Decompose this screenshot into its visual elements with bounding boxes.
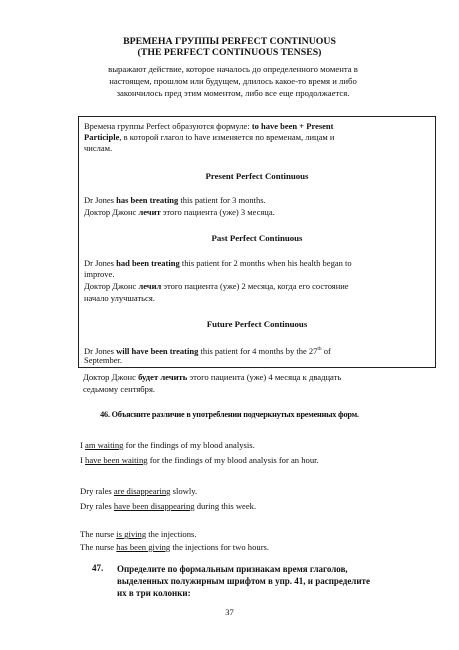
example-ru: начало улучшаться.: [84, 293, 155, 303]
section-heading-future: Future Perfect Continuous: [206, 319, 308, 329]
example-en: September.: [84, 355, 123, 365]
rule-box: [78, 116, 436, 368]
example-sentence: Dry rales are disappearing slowly.: [80, 486, 198, 496]
example-ru: Доктор Джонс лечит этого пациента (уже) 3 месяца.: [84, 207, 275, 217]
example-en: improve.: [84, 269, 115, 279]
example-ru: Доктор Джонс будет лечить этого пациента (уже) 4 месяца к двадцать: [83, 372, 342, 382]
task-47-line: Определите по формальным признакам время глаголов,: [117, 564, 348, 574]
intro-line: настоящем, прошлом или будущем, длилось какое-то время и либо: [109, 76, 357, 86]
example-sentence: Dry rales have been disappearing during this week.: [80, 501, 257, 511]
example-ru: седьмому сентября.: [83, 384, 156, 394]
section-heading-present: Present Perfect Continuous: [205, 171, 309, 181]
formula-line: числам.: [84, 143, 113, 153]
section-heading-past: Past Perfect Continuous: [211, 233, 303, 243]
page-subtitle: (THE PERFECT CONTINUOUS TENSES): [137, 47, 322, 58]
intro-line: закончилось пред этим моментом, либо все еще продолжается.: [116, 88, 350, 98]
page-title: ВРЕМЕНА ГРУППЫ PERFECT CONTINUOUS: [123, 36, 336, 47]
formula-line: Времена группы Perfect образуются формуле: to have been + Present: [84, 121, 334, 131]
example-en: Dr Jones will have been treating this patient for 4 months by the 27th of: [84, 345, 331, 356]
intro-line: выражают действие, которое началось до определенного момента в: [108, 64, 358, 74]
task-47-line: их в три колонки:: [117, 588, 191, 598]
example-sentence: I have been waiting for the findings of my blood analysis for an hour.: [80, 455, 319, 465]
formula-line: Participle, в которой глагол to have изменяется по временам, лицам и: [84, 132, 335, 142]
task-47-number: 47.: [92, 563, 104, 573]
page-number: 37: [225, 607, 234, 617]
example-ru: Доктор Джонс лечил этого пациента (уже) 2 месяца, когда его состояние: [84, 281, 349, 291]
task-46-heading: 46. Объясните различие в употреблении подчеркнутых временных форм.: [100, 410, 359, 419]
example-en: Dr Jones had been treating this patient for 2 months when his health began to: [84, 258, 352, 268]
example-sentence: The nurse is giving the injections.: [80, 529, 197, 539]
task-47-line: выделенных полужирным шрифтом в упр. 41, и распределите: [117, 576, 370, 586]
example-sentence: The nurse has been giving the injections for two hours.: [80, 542, 270, 552]
example-en: Dr Jones has been treating this patient for 3 months.: [84, 195, 266, 205]
example-sentence: I am waiting for the findings of my blood analysis.: [80, 440, 255, 450]
